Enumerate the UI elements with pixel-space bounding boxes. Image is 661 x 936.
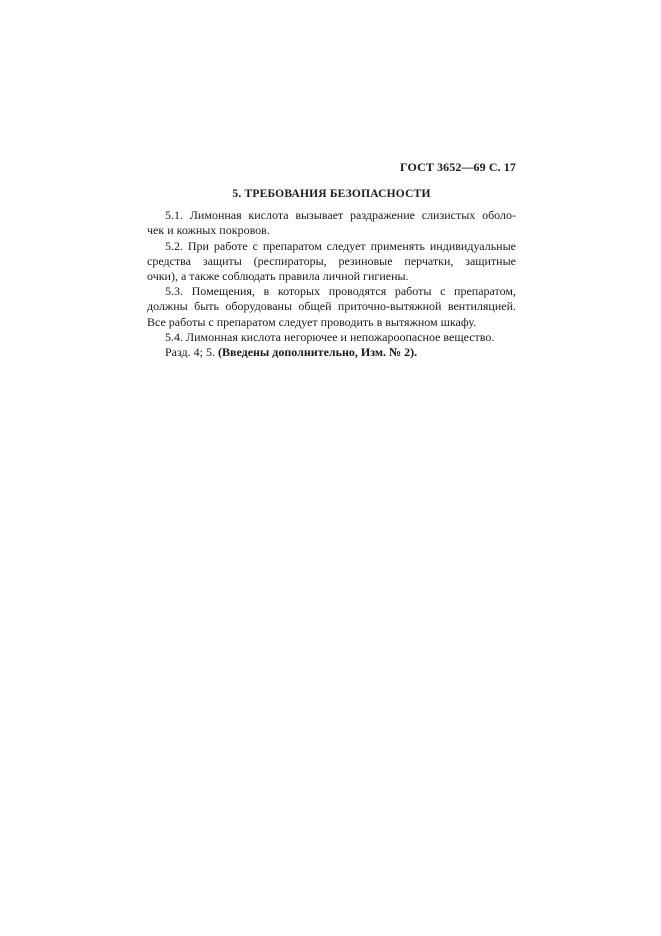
paragraph-line: 5.1. Лимонная кислота вызывает раздражение слизистых оболо- — [165, 208, 516, 223]
paragraph-line: средства защиты (респираторы, резиновые перчатки, защитные — [147, 253, 516, 268]
amendment-note — [147, 345, 516, 360]
paragraph-line: очки), а также соблюдать правила личной гигиены. — [147, 269, 409, 284]
paragraph-line: должны быть оборудованы общей приточно-вытяжной вентиляцией. — [147, 299, 516, 314]
paragraph-5-1 — [147, 208, 516, 238]
paragraph-line: 5.2. При работе с препаратом следует применять индивидуальные — [165, 238, 516, 253]
section-content — [147, 187, 516, 360]
paragraph-line: Все работы с препаратом следует проводить в вытяжном шкафу. — [147, 314, 477, 329]
paragraph-5-2 — [147, 239, 516, 285]
section-title: 5. ТРЕБОВАНИЯ БЕЗОПАСНОСТИ — [232, 188, 431, 200]
paragraph-line: 5.4. Лимонная кислота негорючее и непожароопасное вещество. — [165, 329, 495, 344]
paragraph-5-4 — [147, 330, 516, 345]
paragraph-5-3 — [147, 284, 516, 330]
amendment-note-bold: (Введены дополнительно, Изм. № 2). — [217, 345, 418, 360]
paragraph-line: 5.3. Помещения, в которых проводятся работы с препаратом, — [165, 284, 516, 299]
running-head: ГОСТ 3652—69 С. 17 — [400, 160, 516, 174]
amendment-note-prefix: Разд. 4; 5. — [165, 345, 215, 360]
paragraph-line: чек и кожных покровов. — [147, 223, 270, 238]
